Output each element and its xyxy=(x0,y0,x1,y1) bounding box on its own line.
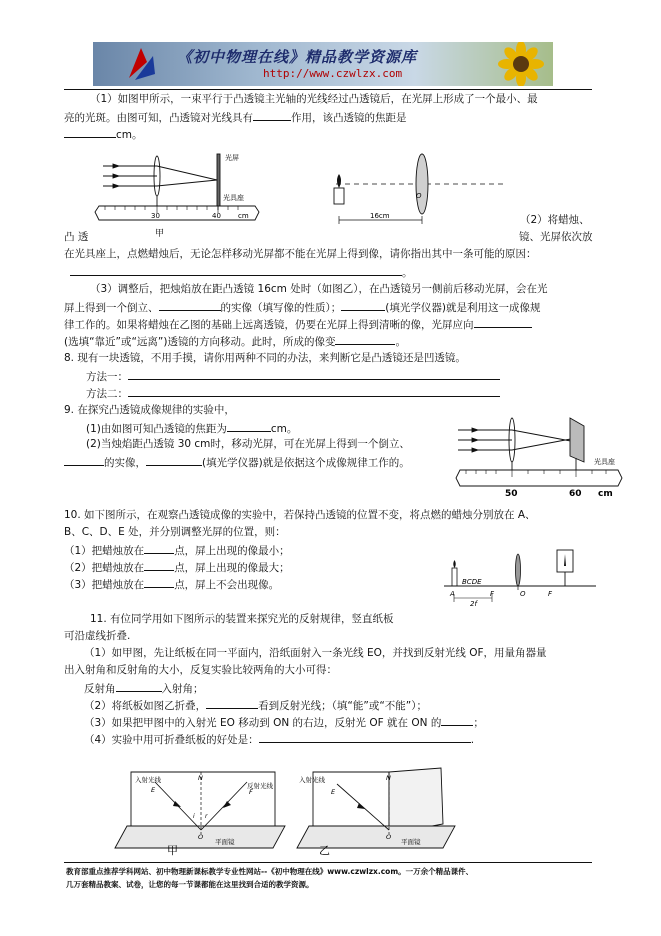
q11-jia-o: O xyxy=(198,833,204,841)
q9-tick-50: 50 xyxy=(505,489,518,499)
label-screen: 光屏 xyxy=(225,154,239,162)
q1-p1a: （1）如图甲所示，一束平行于凸透镜主光轴的光线经过凸透镜后，在光屏上形成了一个最小、最 xyxy=(90,93,538,105)
tick-40: 40 xyxy=(212,212,221,220)
q11-jia-f: F xyxy=(249,788,253,796)
q11-s2: （2）将纸板如图乙折叠， 看到反射光线；（填“能”或“不能”）； xyxy=(84,697,427,713)
q1-p2d: 在光具座上，点燃蜡烛后，无论怎样移动光屏都不能在光屏上得到像，请你指出其中一条可能的原因： xyxy=(64,248,537,260)
banner-title: 《初中物理在线》精品教学资源库 xyxy=(177,48,418,66)
q9-s2a: (2)当烛焰距凸透镜 30 cm时，移动光屏，可在光屏上得到一个倒立、 xyxy=(86,438,410,450)
q9-s2-line2: 的实像， (填光学仪器)就是依据这个成像规律工作的。 xyxy=(64,454,410,470)
q11-yi-incident: 入射光线 xyxy=(299,776,325,784)
q11-s4: （4）实验中用可折叠纸板的好处是： . xyxy=(84,731,474,747)
label-16cm: 16cm xyxy=(370,212,390,220)
q11-yi-mirror: 平面镜 xyxy=(401,838,421,846)
site-logo xyxy=(121,44,161,84)
q11-jia-n: N xyxy=(198,774,203,782)
q10-s1: （1）把蜡烛放在 点，屏上出现的像最小； xyxy=(64,542,290,558)
q11-jia-mirror: 平面镜 xyxy=(215,838,235,846)
q11-s1b: 出入射角和反射角的大小，反复实验比较两角的大小可得： xyxy=(64,664,337,676)
q11-jia-i: i xyxy=(193,813,195,820)
q1-p2c: 镜、光屏依次放 xyxy=(519,231,593,243)
footer-rule xyxy=(64,862,592,863)
tick-30: 30 xyxy=(151,212,160,220)
site-banner xyxy=(93,42,553,86)
q8-stem: 8. 现有一块透镜，不用手摸，请你用两种不同的办法，来判断它是凸透镜还是凹透镜。 xyxy=(64,352,466,364)
blank-q1-direction[interactable] xyxy=(474,316,532,328)
q10-label-a: A xyxy=(450,590,455,598)
q11-yi-n: N xyxy=(386,774,391,782)
footer-line2: 几万套精品教案、试卷，让您的每一节课都能在这里找到合适的教学资源。 xyxy=(66,880,314,889)
q11-jia-r: r xyxy=(205,813,208,820)
figure-q9 xyxy=(452,412,632,502)
q9-s1: (1)由如图可知凸透镜的焦距为 cm。 xyxy=(86,420,297,436)
q11-stem-b: 可沿虚线折叠. xyxy=(64,630,131,642)
q10-s3: （3）把蜡烛放在 点，屏上不会出现像。 xyxy=(64,576,279,592)
q8-method2: 方法二： xyxy=(86,385,500,401)
q11-yi-o: O xyxy=(386,833,392,841)
figure-q10 xyxy=(440,546,600,616)
q9-stem: 9. 在探究凸透镜成像规律的实验中， xyxy=(64,404,235,416)
q11-s1-answer: 反射角 入射角； xyxy=(84,680,204,696)
sunflower-icon xyxy=(491,42,551,86)
q1-p1-line2: 亮的光斑。由图可知，凸透镜对光线具有 作用，该凸透镜的焦距是 xyxy=(64,109,407,125)
q1-p3-line4: (选填“靠近”或“远离”)透镜的方向移动。此时，所成的像变 。 xyxy=(64,333,406,349)
label-unit: cm xyxy=(238,212,249,220)
q11-jia-incident: 入射光线 xyxy=(135,776,161,784)
blank-q1-effect[interactable] xyxy=(253,109,291,121)
figure-q1-yi xyxy=(330,150,510,240)
blank-q1-instrument[interactable] xyxy=(341,299,385,311)
q1-p3-line2: 屏上得到一个倒立、 的实像（填写像的性质）； (填光学仪器)就是利用这一成像规 xyxy=(64,299,540,315)
blank-q10-2[interactable] xyxy=(144,559,174,571)
blank-q1-reason[interactable] xyxy=(70,264,402,276)
blank-q9-image[interactable] xyxy=(64,454,104,466)
q1-p2a: （2）将蜡烛、 xyxy=(520,214,590,226)
q10-label-2f: 2f xyxy=(470,600,477,608)
blank-q11-4[interactable] xyxy=(259,731,471,743)
q1-p3a: （3）调整后，把烛焰放在距凸透镜 16cm 处时（如图乙），在凸透镜另一侧前后移动光屏，会在光 xyxy=(90,283,548,295)
q10-s2: （2）把蜡烛放在 点，屏上出现的像最大； xyxy=(64,559,290,575)
blank-q1-focal[interactable] xyxy=(64,126,116,138)
q11-stem-a: 11. 有位同学用如下图所示的装置来探究光的反射规律，竖直纸板 xyxy=(90,613,394,625)
q10-stem-a: 10. 如下图所示，在观察凸透镜成像的实验中，若保持凸透镜的位置不变，将点燃的蜡烛分别放在 A、 xyxy=(64,509,536,521)
label-o: O xyxy=(416,192,422,200)
q1-p2b: 凸 透 xyxy=(64,231,89,243)
blank-q11-3[interactable] xyxy=(441,714,473,726)
q8-method1: 方法一： xyxy=(86,368,500,384)
q10-stem-b: B、C、D、E 处，并分别调整光屏的位置，则： xyxy=(64,526,286,538)
q11-jia-e: E xyxy=(151,786,156,794)
blank-q11-2[interactable] xyxy=(206,697,258,709)
figure-q1-jia xyxy=(95,150,265,240)
q9-unit: cm xyxy=(598,489,613,499)
q11-s1a: （1）如甲图，先让纸板在同一平面内，沿纸面射入一条光线 EO，并找到反射光线 OF，用量角器量 xyxy=(84,647,547,659)
figure-q11-yi xyxy=(293,768,463,858)
q11-yi-e: E xyxy=(331,788,336,796)
footer-line1: 教育部重点推荐学科网站、初中物理新课标教学专业性网站--《初中物理在线》www.czwlzx.com。一万余个精品课件、 xyxy=(66,867,474,876)
candle-icon xyxy=(334,174,344,204)
q1-p2-answer: 。 xyxy=(70,264,413,280)
q10-label-bcde: BCDE xyxy=(462,578,482,586)
blank-q8-method2[interactable] xyxy=(128,385,500,397)
q1-p3-line3: 律工作的。如果将蜡烛在乙图的基础上远离透镜，仍要在光屏上得到清晰的像，光屏应向 xyxy=(64,316,532,332)
header-rule xyxy=(64,89,592,90)
figure-q11-jia xyxy=(105,768,295,858)
blank-q10-1[interactable] xyxy=(144,542,174,554)
blank-q9-instrument[interactable] xyxy=(146,454,202,466)
q10-label-f-right: F xyxy=(548,590,553,598)
q11-jia-reflected: 反射光线 xyxy=(247,782,273,790)
q1-p1-line3: cm。 xyxy=(64,126,143,142)
blank-q9-focal[interactable] xyxy=(227,420,271,432)
banner-url: http://www.czwlzx.com xyxy=(263,67,403,80)
blank-q11-1[interactable] xyxy=(116,680,162,692)
blank-q1-image-nature[interactable] xyxy=(159,299,221,311)
q11-s3: （3）如果把甲图中的入射光 EO 移动到 ON 的右边，反射光 OF 就在 ON 的 ； xyxy=(84,714,484,730)
blank-q1-size[interactable] xyxy=(335,333,395,345)
candle-icon xyxy=(452,560,457,586)
blank-q8-method1[interactable] xyxy=(128,368,500,380)
blank-q10-3[interactable] xyxy=(144,576,174,588)
label-bench: 光具座 xyxy=(223,194,244,202)
q9-tick-60: 60 xyxy=(569,489,582,499)
q10-label-o: O xyxy=(520,590,526,598)
q11-caption-yi: 乙 xyxy=(319,844,330,857)
q11-caption-jia: 甲 xyxy=(167,844,178,857)
q9-label-bench: 光具座 xyxy=(594,458,615,466)
q10-label-f-left: F xyxy=(490,590,495,598)
caption-jia: 甲 xyxy=(155,229,165,239)
